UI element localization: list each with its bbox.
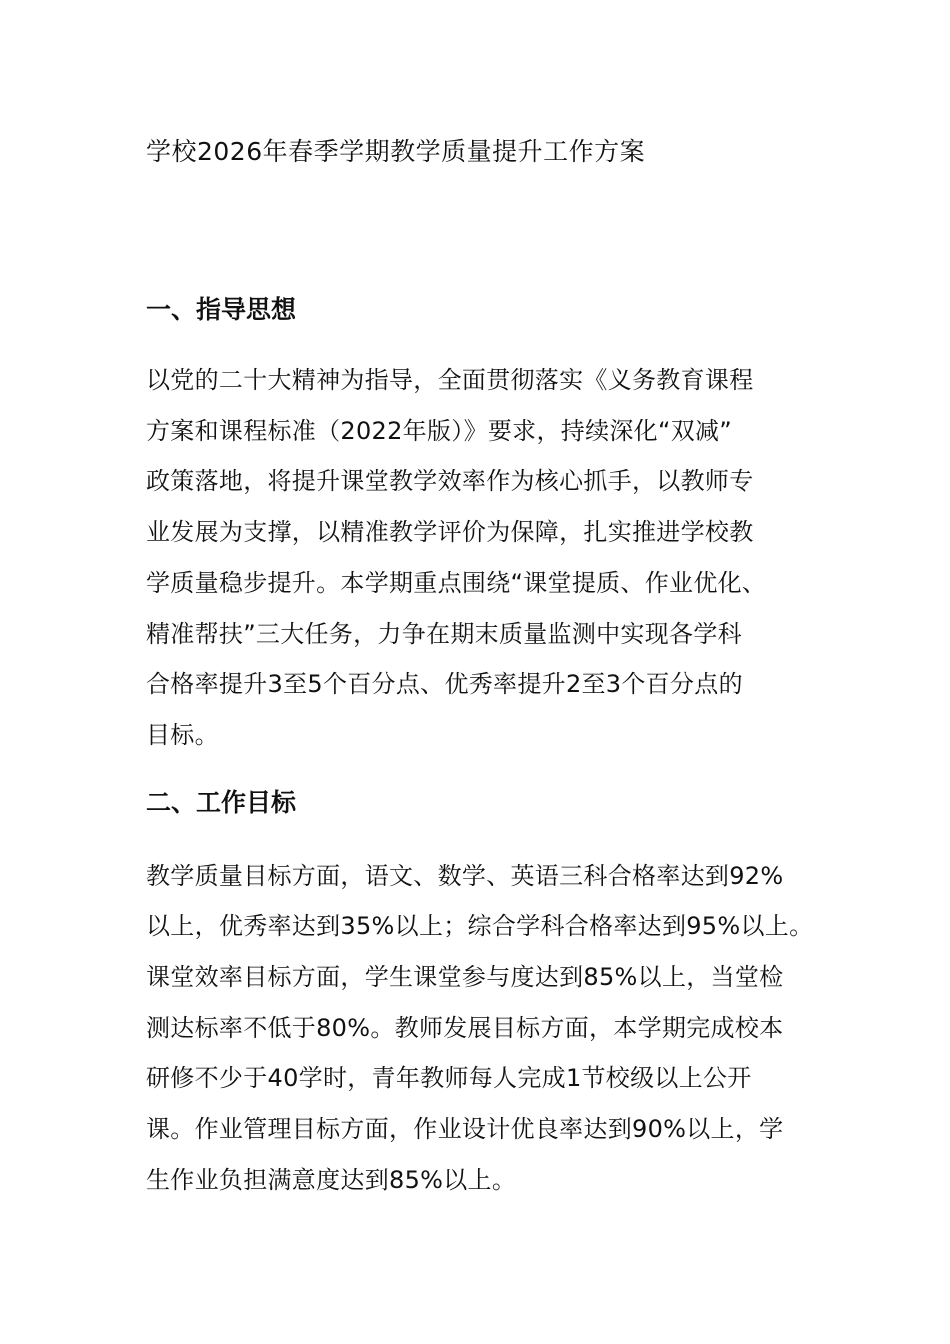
- paragraph-line: 精准帮扶”三大任务，力争在期末质量监测中实现各学科: [146, 619, 742, 648]
- paragraph-line: 课堂效率目标方面，学生课堂参与度达到85%以上，当堂检: [146, 963, 784, 992]
- paragraph-work-goals: [146, 851, 826, 1206]
- document-page: [146, 132, 826, 1206]
- paragraph-line: 教学质量目标方面，语文、数学、英语三科合格率达到92%: [146, 861, 784, 890]
- paragraph-line: 生作业负担满意度达到85%以上。: [146, 1165, 517, 1194]
- paragraph-line: 目标。: [146, 720, 219, 749]
- section-heading-work-goals: 二、工作目标: [146, 787, 297, 817]
- paragraph-line: 课。作业管理目标方面，作业设计优良率达到90%以上，学: [146, 1115, 784, 1144]
- paragraph-line: 以上，优秀率达到35%以上；综合学科合格率达到95%以上。: [146, 912, 814, 941]
- paragraph-line: 以党的二十大精神为指导，全面贯彻落实《义务教育课程: [146, 366, 754, 394]
- paragraph-line: 方案和课程标准（2022年版）》要求，持续深化“双减”: [146, 416, 733, 445]
- paragraph-line: 合格率提升3至5个百分点、优秀率提升2至3个百分点的: [146, 670, 743, 699]
- paragraph-line: 学质量稳步提升。本学期重点围绕“课堂提质、作业优化、: [146, 568, 767, 597]
- paragraph-line: 业发展为支撑，以精准教学评价为保障，扎实推进学校教: [146, 518, 754, 547]
- paragraph-line: 政策落地，将提升课堂教学效率作为核心抓手，以教师专: [146, 467, 754, 496]
- section-heading-guiding-ideology: 一、指导思想: [146, 295, 297, 324]
- paragraph-guiding-ideology: [146, 355, 826, 761]
- paragraph-line: 研修不少于40学时，青年教师每人完成1节校级以上公开: [146, 1064, 752, 1093]
- document-title: 学校2026年春季学期教学质量提升工作方案: [146, 137, 646, 166]
- paragraph-line: 测达标率不低于80%。教师发展目标方面，本学期完成校本: [146, 1013, 784, 1042]
